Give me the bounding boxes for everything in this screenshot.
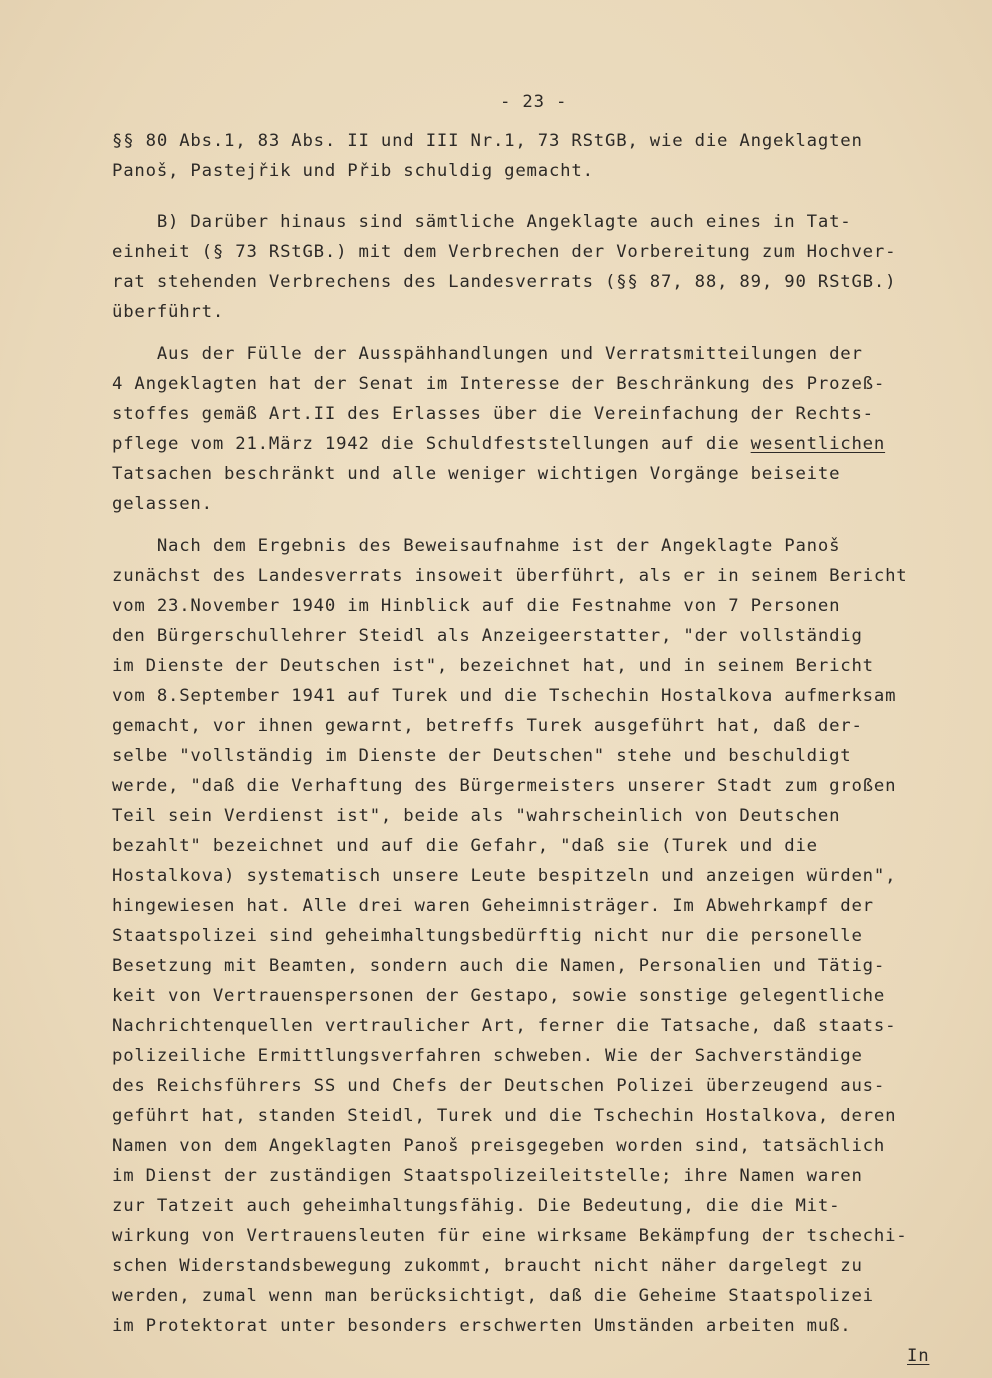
- text-line: keit von Vertrauenspersonen der Gestapo, sowie sonstige gelegentliche: [112, 986, 886, 1006]
- text-line: polizeiliche Ermittlungsverfahren schweben. Wie der Sachverständige: [112, 1046, 863, 1066]
- text-line: zunächst des Landesverrats insoweit überführt, als er in seinem Bericht: [112, 566, 908, 586]
- text-line: Tatsachen beschränkt und alle weniger wichtigen Vorgänge beiseite: [112, 464, 841, 484]
- catchword: In: [907, 1346, 930, 1366]
- text-line: werden, zumal wenn man berücksichtigt, daß die Geheime Staatspolizei: [112, 1286, 874, 1306]
- text-line: B) Darüber hinaus sind sämtliche Angeklagte auch eines in Tat-: [112, 212, 852, 232]
- page-number: - 23 -: [500, 92, 568, 112]
- text-line: gelassen.: [112, 494, 213, 514]
- text-line: Nach dem Ergebnis des Beweisaufnahme ist der Angeklagte Panoš: [112, 536, 841, 556]
- text-line: stoffes gemäß Art.II des Erlasses über die Vereinfachung der Rechts-: [112, 404, 874, 424]
- text-line: selbe "vollständig im Dienste der Deutschen" stehe und beschuldigt: [112, 746, 852, 766]
- text-line: Namen von dem Angeklagten Panoš preisgegeben worden sind, tatsächlich: [112, 1136, 886, 1156]
- text-line: Staatspolizei sind geheimhaltungsbedürftig nicht nur die personelle: [112, 926, 863, 946]
- text-line: 4 Angeklagten hat der Senat im Interesse der Beschränkung des Prozeß-: [112, 374, 886, 394]
- text-line: Besetzung mit Beamten, sondern auch die Namen, Personalien und Tätig-: [112, 956, 886, 976]
- text-line: im Dienst der zuständigen Staatspolizeileitstelle; ihre Namen waren: [112, 1166, 863, 1186]
- text-line: im Dienste der Deutschen ist", bezeichnet hat, und in seinem Bericht: [112, 656, 874, 676]
- text-line: zur Tatzeit auch geheimhaltungsfähig. Die Bedeutung, die die Mit-: [112, 1196, 841, 1216]
- text-line: [112, 434, 885, 454]
- text-line: geführt hat, standen Steidl, Turek und die Tschechin Hostalkova, deren: [112, 1106, 897, 1126]
- text-line: schen Widerstandsbewegung zukommt, braucht nicht näher dargelegt zu: [112, 1256, 863, 1276]
- text-line: den Bürgerschullehrer Steidl als Anzeigeerstatter, "der vollständig: [112, 626, 863, 646]
- text-line: §§ 80 Abs.1, 83 Abs. II und III Nr.1, 73 RStGB, wie die Angeklagten: [112, 131, 863, 151]
- underlined-word: wesentlichen: [750, 434, 886, 454]
- text-line: Nachrichtenquellen vertraulicher Art, ferner die Tatsache, daß staats-: [112, 1016, 897, 1036]
- text-line: werde, "daß die Verhaftung des Bürgermeisters unserer Stadt zum großen: [112, 776, 897, 796]
- text-line: überführt.: [112, 302, 225, 322]
- text-line: vom 23.November 1940 im Hinblick auf die Festnahme von 7 Personen: [112, 596, 841, 616]
- text-line: einheit (§ 73 RStGB.) mit dem Verbrechen der Vorbereitung zum Hochver-: [112, 242, 897, 262]
- text-line: Hostalkova) systematisch unsere Leute bespitzeln und anzeigen würden",: [112, 866, 897, 886]
- text-line: Aus der Fülle der Ausspähhandlungen und Verratsmitteilungen der: [112, 344, 863, 364]
- text-line: hingewiesen hat. Alle drei waren Geheimnisträger. Im Abwehrkampf der: [112, 896, 874, 916]
- text-line: im Protektorat unter besonders erschwerten Umständen arbeiten muß.: [112, 1316, 852, 1336]
- text-line: bezahlt" bezeichnet und auf die Gefahr, "daß sie (Turek und die: [112, 836, 818, 856]
- text-line: rat stehenden Verbrechens des Landesverrats (§§ 87, 88, 89, 90 RStGB.): [112, 272, 897, 292]
- text-line: gemacht, vor ihnen gewarnt, betreffs Turek ausgeführt hat, daß der-: [112, 716, 863, 736]
- text-line: Panoš, Pastejřik und Přib schuldig gemacht.: [112, 161, 594, 181]
- text-line: des Reichsführers SS und Chefs der Deutschen Polizei überzeugend aus-: [112, 1076, 886, 1096]
- text-line: wirkung von Vertrauensleuten für eine wirksame Bekämpfung der tschechi-: [112, 1226, 908, 1246]
- text-line: Teil sein Verdienst ist", beide als "wahrscheinlich von Deutschen: [112, 806, 841, 826]
- text-line: vom 8.September 1941 auf Turek und die Tschechin Hostalkova aufmerksam: [112, 686, 897, 706]
- text-line-start: pflege vom 21.März 1942 die Schuldfeststellungen auf die: [112, 434, 751, 454]
